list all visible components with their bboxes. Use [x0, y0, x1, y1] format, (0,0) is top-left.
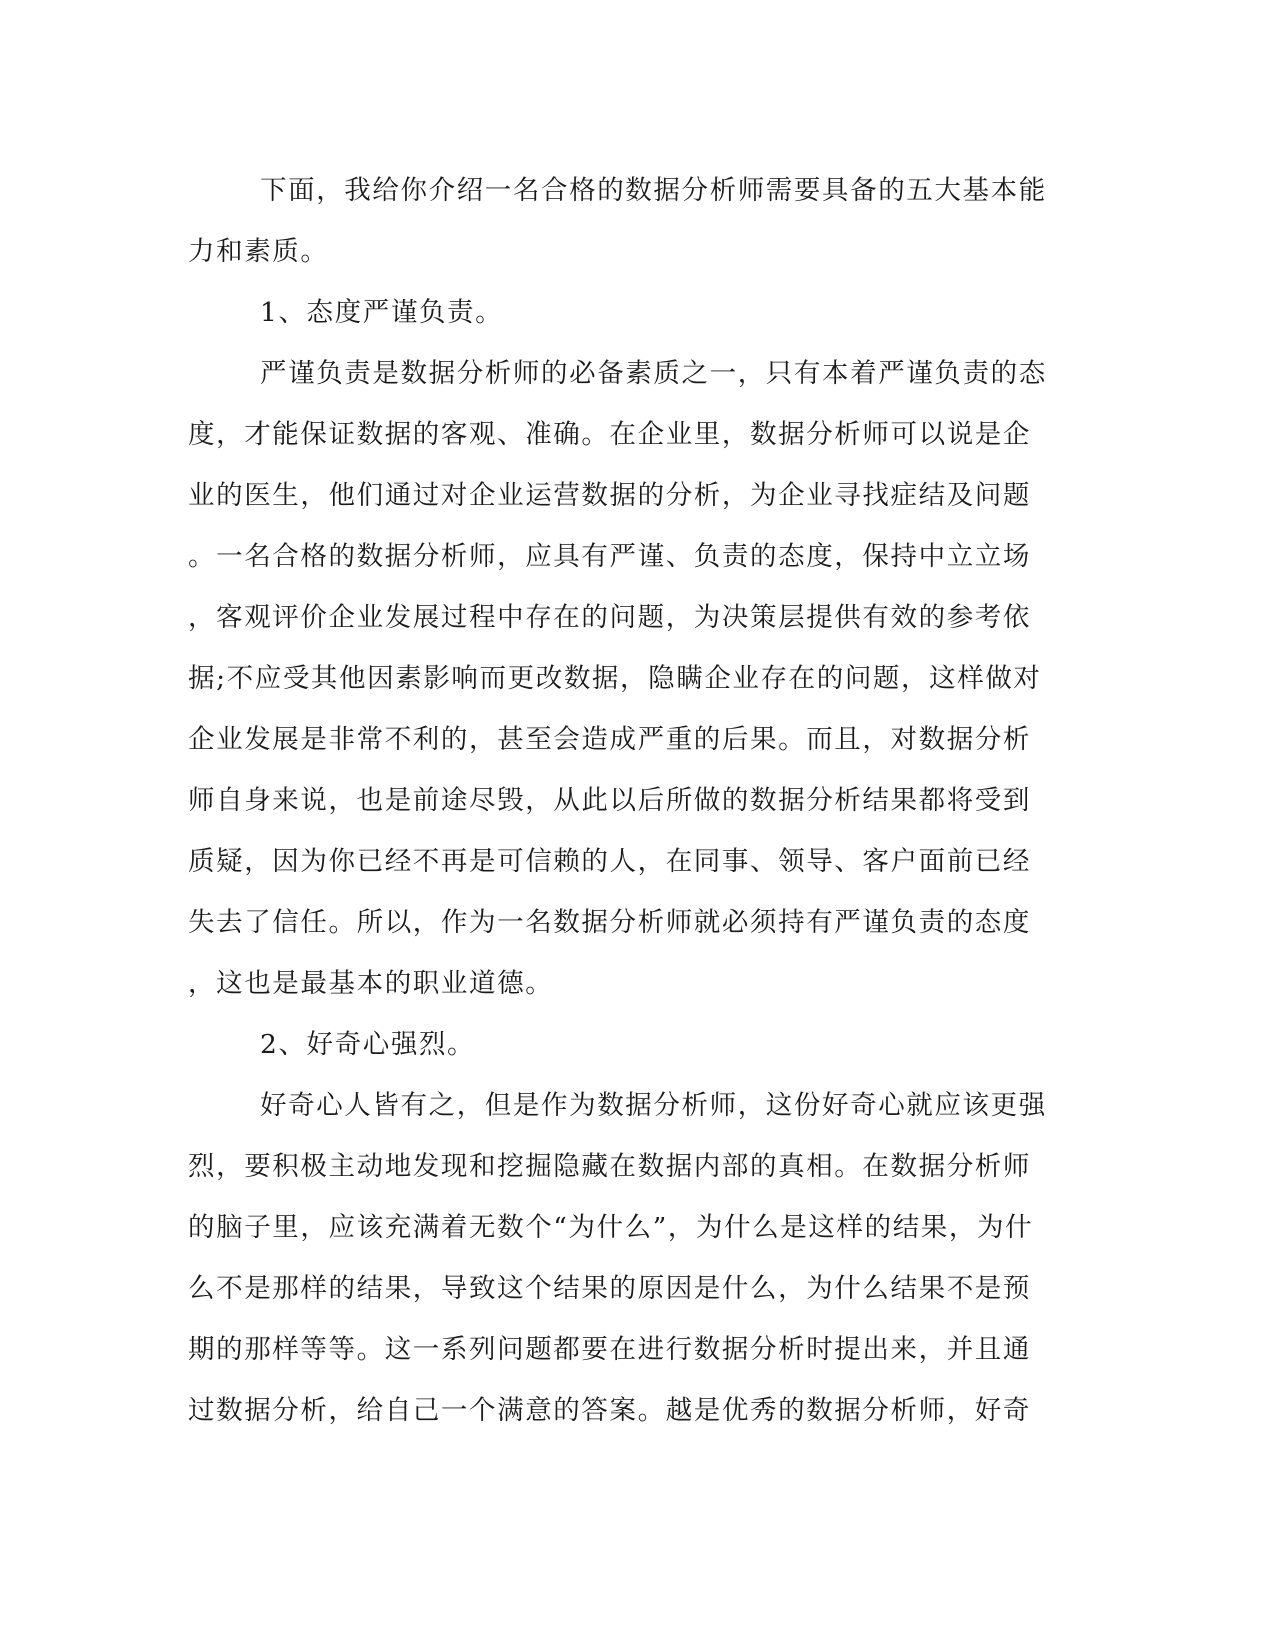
text-line: 下面，我给你介绍一名合格的数据分析师需要具备的五大基本能 — [260, 175, 1047, 206]
text-line: 据;不应受其他因素影响而更改数据，隐瞒企业存在的问题，这样做对 — [188, 663, 1042, 694]
text-line: 过数据分析，给自己一个满意的答案。越是优秀的数据分析师，好奇 — [188, 1395, 1031, 1426]
text-line: 力和素质。 — [188, 236, 329, 267]
text-line: 好奇心人皆有之，但是作为数据分析师，这份好奇心就应该更强 — [260, 1090, 1047, 1121]
text-line: ，这也是最基本的职业道德。 — [188, 968, 554, 999]
text-line: 质疑，因为你已经不再是可信赖的人，在同事、领导、客户面前已经 — [188, 846, 1031, 877]
text-line: 失去了信任。所以，作为一名数据分析师就必须持有严谨负责的态度 — [188, 907, 1031, 938]
text-line: 业的医生，他们通过对企业运营数据的分析，为企业寻找症结及问题 — [188, 480, 1031, 511]
text-line: 度，才能保证数据的客观、准确。在企业里，数据分析师可以说是企 — [188, 419, 1031, 450]
text-line: 。一名合格的数据分析师，应具有严谨、负责的态度，保持中立立场 — [188, 541, 1031, 572]
text-line: 么不是那样的结果，导致这个结果的原因是什么，为什么结果不是预 — [188, 1273, 1031, 1304]
text-line: 师自身来说，也是前途尽毁，从此以后所做的数据分析结果都将受到 — [188, 785, 1031, 816]
text-line: 烈，要积极主动地发现和挖掘隐藏在数据内部的真相。在数据分析师 — [188, 1151, 1031, 1182]
section-heading-2: 2、好奇心强烈。 — [260, 1029, 476, 1060]
text-line: 严谨负责是数据分析师的必备素质之一，只有本着严谨负责的态 — [260, 358, 1047, 389]
body-text — [188, 160, 1088, 1441]
text-line: 期的那样等等。这一系列问题都要在进行数据分析时提出来，并且通 — [188, 1334, 1031, 1365]
section-heading-1: 1、态度严谨负责。 — [260, 297, 504, 328]
text-line: 的脑子里，应该充满着无数个“为什么”，为什么是这样的结果，为什 — [188, 1212, 1034, 1243]
text-line: 企业发展是非常不利的，甚至会造成严重的后果。而且，对数据分析 — [188, 724, 1031, 755]
text-line: ，客观评价企业发展过程中存在的问题，为决策层提供有效的参考依 — [188, 602, 1031, 633]
